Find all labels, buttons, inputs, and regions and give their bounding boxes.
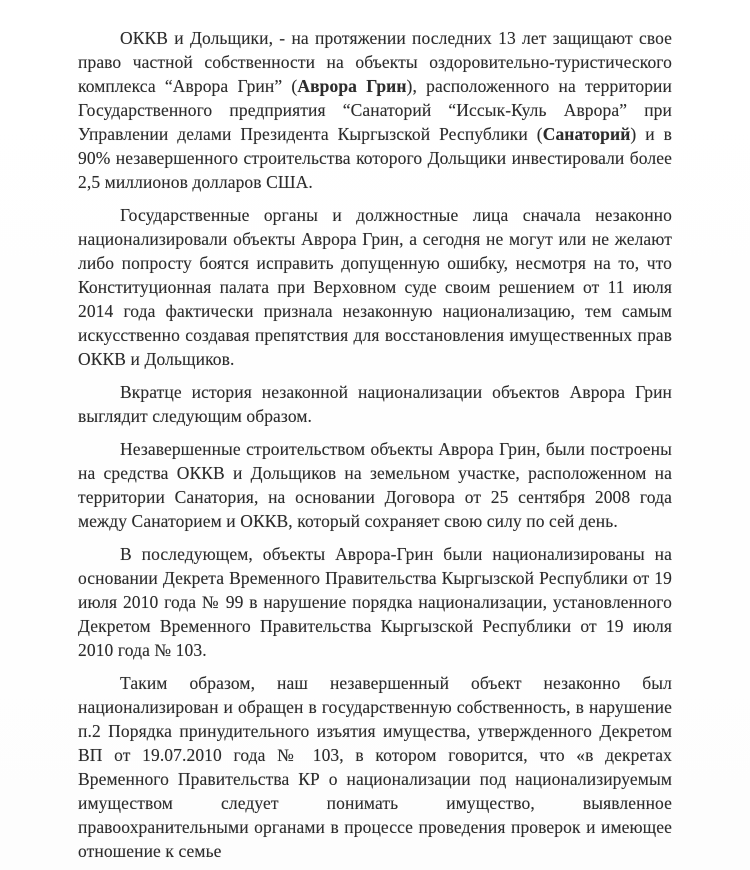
text-run: В последующем, объекты Аврора-Грин были национализированы на основании Декрета Временного Правительства Кыргызской Республики от 19 июля 2010 года № 99 в нарушение порядка национализации, установленного Декретом Временного Правительства Кыргызской Республики от 19 июля 2010 года № 103. xyxy=(78,544,672,660)
text-run: Государственные органы и должностные лица сначала незаконно национализировали объекты Аврора Грин, а сегодня не могут или не желают либо попросту боятся исправить допущенную ошибку, несмотря на то, что Конституционная палата при Верховном суде своим решением от 11 июля 2014 года фактически признала незаконную национализацию, тем самым искусственно создавая препятствия для восстановления имущественных прав ОККВ и Дольщиков. xyxy=(78,205,672,369)
text-run: Таким образом, наш незавершенный объект незаконно был национализирован и обращен в государственную собственность, в нарушение п.2 Порядка принудительного изъятия имущества, утвержденного Декретом ВП от 19.07.2010 года № 103, в котором говорится, что «в декретах Временного Правительства КР о национализации под национализируемым имуществом следует понимать имущество, выявленное правоохранительными органами в процессе проведения проверок и имеющее отношение к семье xyxy=(78,673,672,861)
paragraph xyxy=(78,203,672,371)
paragraph xyxy=(78,437,672,533)
text-run: ОККВ и Дольщики, - на протяжении последних 13 лет защищают свое право частной собственности на объекты оздоровительно-туристического комплекса “Аврора Грин” ( xyxy=(78,28,672,96)
text-run: Незавершенные строительством объекты Аврора Грин, были построены на средства ОККВ и Дольщиков на земельном участке, расположенном на территории Санатория, на основании Договора от 25 сентября 2008 года между Санаторием и ОККВ, который сохраняет свою силу по сей день. xyxy=(78,439,672,531)
bold-text-run: Аврора Грин xyxy=(297,76,407,96)
paragraph xyxy=(78,671,672,863)
paragraph xyxy=(78,380,672,428)
text-run: ) и в 90% незавершенного строительства которого Дольщики инвестировали более 2,5 миллионов долларов США. xyxy=(78,124,672,192)
text-run: Вкратце история незаконной национализации объектов Аврора Грин выглядит следующим образом. xyxy=(78,382,672,426)
text-run: ), расположенного на территории Государственного предприятия “Санаторий “Иссык-Куль Аврора” при Управлении делами Президента Кыргызской Республики ( xyxy=(78,76,672,144)
paragraph xyxy=(78,542,672,662)
paragraph xyxy=(78,26,672,194)
document-body xyxy=(78,26,672,863)
bold-text-run: Санаторий xyxy=(542,124,631,144)
